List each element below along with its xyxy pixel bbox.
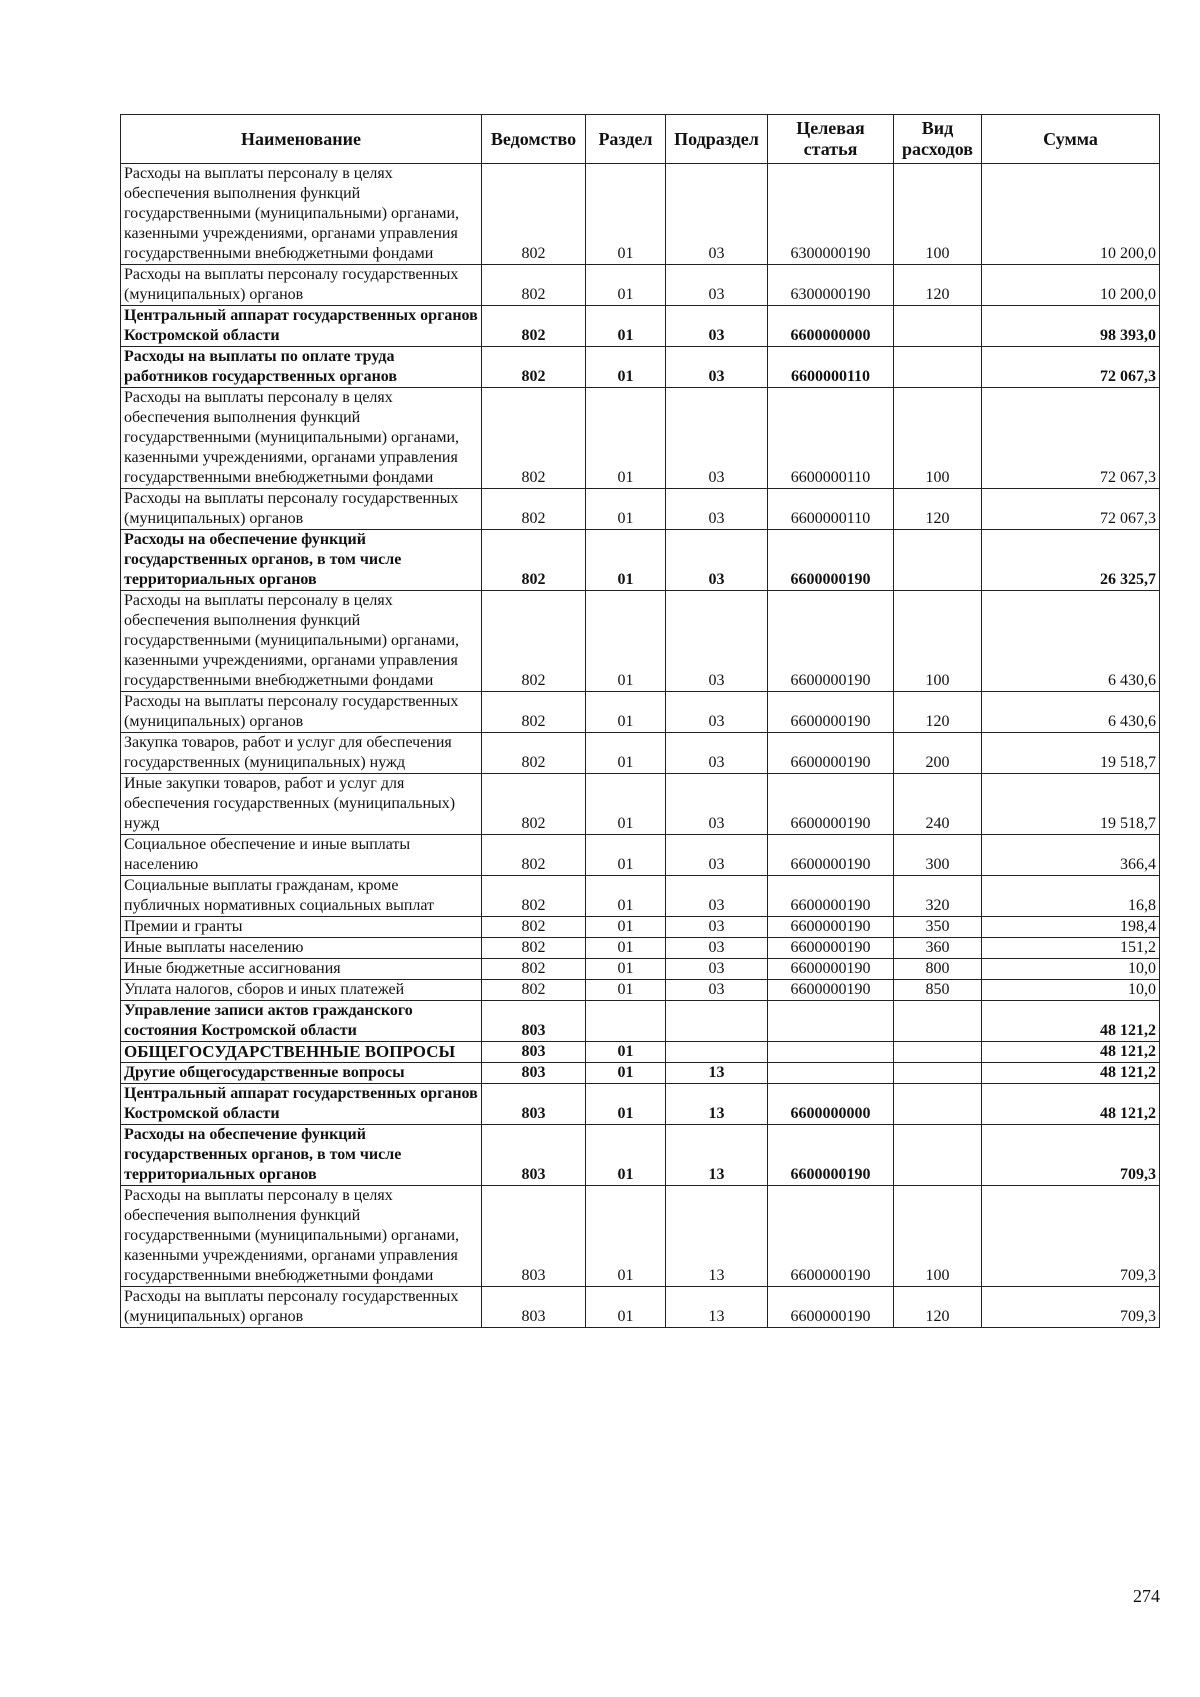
cell-department: 802: [482, 959, 586, 980]
cell-name: Иные бюджетные ассигнования: [121, 959, 482, 980]
table-row: [121, 774, 1160, 835]
cell-expense-type: 100: [894, 388, 982, 489]
cell-expense-type: 120: [894, 1287, 982, 1328]
cell-section: 01: [586, 733, 666, 774]
cell-department: 802: [482, 306, 586, 347]
cell-name: Расходы на выплаты персоналу государственных (муниципальных) органов: [121, 1287, 482, 1328]
table-row: [121, 1063, 1160, 1084]
cell-target-item: 6600000000: [768, 306, 894, 347]
cell-section: 01: [586, 164, 666, 265]
table-row: [121, 1186, 1160, 1287]
cell-target-item: [768, 1001, 894, 1042]
table-row: [121, 1001, 1160, 1042]
table-row: [121, 835, 1160, 876]
cell-subsection: 03: [666, 876, 768, 917]
cell-subsection: 13: [666, 1287, 768, 1328]
cell-section: 01: [586, 917, 666, 938]
cell-target-item: 6300000190: [768, 265, 894, 306]
cell-subsection: 03: [666, 265, 768, 306]
cell-amount: 10,0: [982, 959, 1160, 980]
cell-target-item: 6600000190: [768, 917, 894, 938]
header-row: [121, 115, 1160, 164]
cell-department: 803: [482, 1186, 586, 1287]
cell-subsection: 03: [666, 938, 768, 959]
cell-subsection: 03: [666, 774, 768, 835]
header-department: Ведомство: [482, 115, 586, 164]
cell-department: 802: [482, 980, 586, 1001]
cell-name: Расходы на выплаты персоналу государственных (муниципальных) органов: [121, 692, 482, 733]
cell-name: Расходы на выплаты персоналу в целях обеспечения выполнения функций государственными (муниципальными) органами, казенными учреждениями, органами управления государственными внебюджетными фондами: [121, 388, 482, 489]
table-row: [121, 1287, 1160, 1328]
cell-name: ОБЩЕГОСУДАРСТВЕННЫЕ ВОПРОСЫ: [121, 1042, 482, 1063]
cell-amount: 10 200,0: [982, 265, 1160, 306]
cell-expense-type: [894, 1084, 982, 1125]
table-row: [121, 1125, 1160, 1186]
cell-name: Социальное обеспечение и иные выплаты населению: [121, 835, 482, 876]
header-amount: Сумма: [982, 115, 1160, 164]
cell-target-item: [768, 1042, 894, 1063]
cell-target-item: 6600000190: [768, 835, 894, 876]
cell-subsection: 03: [666, 489, 768, 530]
cell-target-item: 6600000190: [768, 692, 894, 733]
cell-department: 802: [482, 591, 586, 692]
cell-subsection: 03: [666, 347, 768, 388]
cell-target-item: 6600000190: [768, 959, 894, 980]
cell-subsection: 03: [666, 692, 768, 733]
cell-name: Расходы на выплаты персоналу государственных (муниципальных) органов: [121, 265, 482, 306]
cell-department: 802: [482, 938, 586, 959]
cell-subsection: 13: [666, 1186, 768, 1287]
header-expense-type: Вид расходов: [894, 115, 982, 164]
cell-subsection: 03: [666, 980, 768, 1001]
cell-department: 802: [482, 164, 586, 265]
cell-amount: 198,4: [982, 917, 1160, 938]
cell-department: 802: [482, 733, 586, 774]
cell-name: Закупка товаров, работ и услуг для обеспечения государственных (муниципальных) нужд: [121, 733, 482, 774]
table-row: [121, 1084, 1160, 1125]
cell-section: 01: [586, 774, 666, 835]
cell-expense-type: 200: [894, 733, 982, 774]
cell-department: 802: [482, 530, 586, 591]
cell-amount: 48 121,2: [982, 1063, 1160, 1084]
table-row: [121, 692, 1160, 733]
table-row: [121, 306, 1160, 347]
cell-section: 01: [586, 1084, 666, 1125]
header-subsection: Подраздел: [666, 115, 768, 164]
cell-name: Центральный аппарат государственных органов Костромской области: [121, 306, 482, 347]
cell-department: 802: [482, 835, 586, 876]
cell-subsection: 03: [666, 835, 768, 876]
cell-department: 802: [482, 265, 586, 306]
cell-amount: 6 430,6: [982, 692, 1160, 733]
cell-department: 802: [482, 489, 586, 530]
table-row: [121, 489, 1160, 530]
cell-name: Расходы на выплаты персоналу в целях обеспечения выполнения функций государственными (муниципальными) органами, казенными учреждениями, органами управления государственными внебюджетными фондами: [121, 1186, 482, 1287]
cell-subsection: [666, 1001, 768, 1042]
cell-target-item: 6600000110: [768, 388, 894, 489]
table-row: [121, 591, 1160, 692]
cell-section: 01: [586, 265, 666, 306]
cell-amount: 151,2: [982, 938, 1160, 959]
cell-target-item: 6600000190: [768, 1186, 894, 1287]
cell-section: 01: [586, 835, 666, 876]
cell-subsection: 03: [666, 733, 768, 774]
cell-expense-type: [894, 1125, 982, 1186]
cell-amount: 16,8: [982, 876, 1160, 917]
cell-department: 802: [482, 388, 586, 489]
cell-department: 802: [482, 692, 586, 733]
cell-section: 01: [586, 388, 666, 489]
cell-section: 01: [586, 692, 666, 733]
table-row: [121, 1042, 1160, 1063]
cell-name: Расходы на обеспечение функций государственных органов, в том числе территориальных органов: [121, 1125, 482, 1186]
cell-department: 802: [482, 774, 586, 835]
cell-target-item: 6600000190: [768, 1287, 894, 1328]
cell-name: Иные закупки товаров, работ и услуг для обеспечения государственных (муниципальных) нужд: [121, 774, 482, 835]
cell-subsection: 03: [666, 530, 768, 591]
cell-expense-type: 320: [894, 876, 982, 917]
cell-name: Расходы на выплаты по оплате труда работников государственных органов: [121, 347, 482, 388]
cell-name: Расходы на обеспечение функций государственных органов, в том числе территориальных органов: [121, 530, 482, 591]
cell-subsection: 03: [666, 306, 768, 347]
cell-subsection: 03: [666, 591, 768, 692]
cell-target-item: 6600000190: [768, 774, 894, 835]
cell-subsection: 03: [666, 917, 768, 938]
budget-table: [120, 114, 1160, 1328]
table-row: [121, 959, 1160, 980]
cell-target-item: 6600000190: [768, 591, 894, 692]
cell-amount: 72 067,3: [982, 489, 1160, 530]
cell-name: Социальные выплаты гражданам, кроме публичных нормативных социальных выплат: [121, 876, 482, 917]
cell-expense-type: [894, 1063, 982, 1084]
cell-name: Иные выплаты населению: [121, 938, 482, 959]
cell-expense-type: [894, 347, 982, 388]
cell-section: 01: [586, 959, 666, 980]
cell-section: 01: [586, 489, 666, 530]
cell-section: 01: [586, 591, 666, 692]
table-row: [121, 164, 1160, 265]
cell-department: 803: [482, 1125, 586, 1186]
cell-expense-type: 300: [894, 835, 982, 876]
cell-section: 01: [586, 876, 666, 917]
cell-subsection: 03: [666, 388, 768, 489]
cell-name: Расходы на выплаты персоналу государственных (муниципальных) органов: [121, 489, 482, 530]
cell-department: 803: [482, 1287, 586, 1328]
cell-amount: 366,4: [982, 835, 1160, 876]
cell-expense-type: 100: [894, 164, 982, 265]
cell-section: [586, 1001, 666, 1042]
cell-department: 803: [482, 1084, 586, 1125]
cell-target-item: 6300000190: [768, 164, 894, 265]
page-number: 274: [1133, 1586, 1160, 1606]
cell-department: 802: [482, 876, 586, 917]
cell-amount: 48 121,2: [982, 1042, 1160, 1063]
cell-department: 802: [482, 347, 586, 388]
cell-expense-type: 120: [894, 489, 982, 530]
table-row: [121, 530, 1160, 591]
cell-target-item: 6600000190: [768, 980, 894, 1001]
cell-section: 01: [586, 1063, 666, 1084]
table-row: [121, 733, 1160, 774]
table-row: [121, 917, 1160, 938]
cell-expense-type: [894, 306, 982, 347]
cell-name: Уплата налогов, сборов и иных платежей: [121, 980, 482, 1001]
cell-subsection: 13: [666, 1084, 768, 1125]
cell-expense-type: 120: [894, 692, 982, 733]
cell-target-item: 6600000190: [768, 530, 894, 591]
cell-section: 01: [586, 1186, 666, 1287]
cell-name: Расходы на выплаты персоналу в целях обеспечения выполнения функций государственными (муниципальными) органами, казенными учреждениями, органами управления государственными внебюджетными фондами: [121, 164, 482, 265]
cell-department: 803: [482, 1042, 586, 1063]
cell-amount: 709,3: [982, 1125, 1160, 1186]
cell-name: Центральный аппарат государственных органов Костромской области: [121, 1084, 482, 1125]
cell-target-item: 6600000190: [768, 1125, 894, 1186]
cell-department: 803: [482, 1063, 586, 1084]
cell-amount: 10,0: [982, 980, 1160, 1001]
cell-section: 01: [586, 1042, 666, 1063]
table-row: [121, 980, 1160, 1001]
cell-amount: 48 121,2: [982, 1084, 1160, 1125]
cell-expense-type: [894, 530, 982, 591]
table-row: [121, 347, 1160, 388]
cell-amount: 72 067,3: [982, 388, 1160, 489]
cell-subsection: 13: [666, 1125, 768, 1186]
table-row: [121, 265, 1160, 306]
cell-expense-type: 240: [894, 774, 982, 835]
cell-amount: 19 518,7: [982, 774, 1160, 835]
cell-name: Управление записи актов гражданского состояния Костромской области: [121, 1001, 482, 1042]
cell-expense-type: [894, 1042, 982, 1063]
cell-expense-type: 850: [894, 980, 982, 1001]
cell-expense-type: 100: [894, 1186, 982, 1287]
cell-subsection: [666, 1042, 768, 1063]
cell-section: 01: [586, 347, 666, 388]
cell-subsection: 03: [666, 959, 768, 980]
cell-amount: 6 430,6: [982, 591, 1160, 692]
cell-amount: 19 518,7: [982, 733, 1160, 774]
cell-target-item: 6600000000: [768, 1084, 894, 1125]
cell-expense-type: [894, 1001, 982, 1042]
cell-expense-type: 350: [894, 917, 982, 938]
cell-expense-type: 100: [894, 591, 982, 692]
cell-amount: 48 121,2: [982, 1001, 1160, 1042]
header-target-item: Целевая статья: [768, 115, 894, 164]
cell-target-item: 6600000190: [768, 938, 894, 959]
cell-target-item: 6600000190: [768, 733, 894, 774]
cell-target-item: 6600000110: [768, 489, 894, 530]
header-name: Наименование: [121, 115, 482, 164]
cell-expense-type: 360: [894, 938, 982, 959]
cell-amount: 98 393,0: [982, 306, 1160, 347]
cell-section: 01: [586, 530, 666, 591]
cell-name: Премии и гранты: [121, 917, 482, 938]
cell-amount: 709,3: [982, 1287, 1160, 1328]
cell-section: 01: [586, 938, 666, 959]
table-row: [121, 876, 1160, 917]
cell-section: 01: [586, 306, 666, 347]
cell-target-item: 6600000190: [768, 876, 894, 917]
cell-amount: 10 200,0: [982, 164, 1160, 265]
header-section: Раздел: [586, 115, 666, 164]
cell-subsection: 13: [666, 1063, 768, 1084]
cell-section: 01: [586, 1287, 666, 1328]
cell-expense-type: 800: [894, 959, 982, 980]
cell-section: 01: [586, 980, 666, 1001]
cell-section: 01: [586, 1125, 666, 1186]
cell-expense-type: 120: [894, 265, 982, 306]
cell-amount: 72 067,3: [982, 347, 1160, 388]
cell-amount: 709,3: [982, 1186, 1160, 1287]
table-row: [121, 388, 1160, 489]
table-row: [121, 938, 1160, 959]
cell-target-item: 6600000110: [768, 347, 894, 388]
cell-amount: 26 325,7: [982, 530, 1160, 591]
cell-subsection: 03: [666, 164, 768, 265]
cell-name: Расходы на выплаты персоналу в целях обеспечения выполнения функций государственными (муниципальными) органами, казенными учреждениями, органами управления государственными внебюджетными фондами: [121, 591, 482, 692]
cell-department: 803: [482, 1001, 586, 1042]
table-body: [121, 164, 1160, 1328]
cell-name: Другие общегосударственные вопросы: [121, 1063, 482, 1084]
cell-target-item: [768, 1063, 894, 1084]
cell-department: 802: [482, 917, 586, 938]
